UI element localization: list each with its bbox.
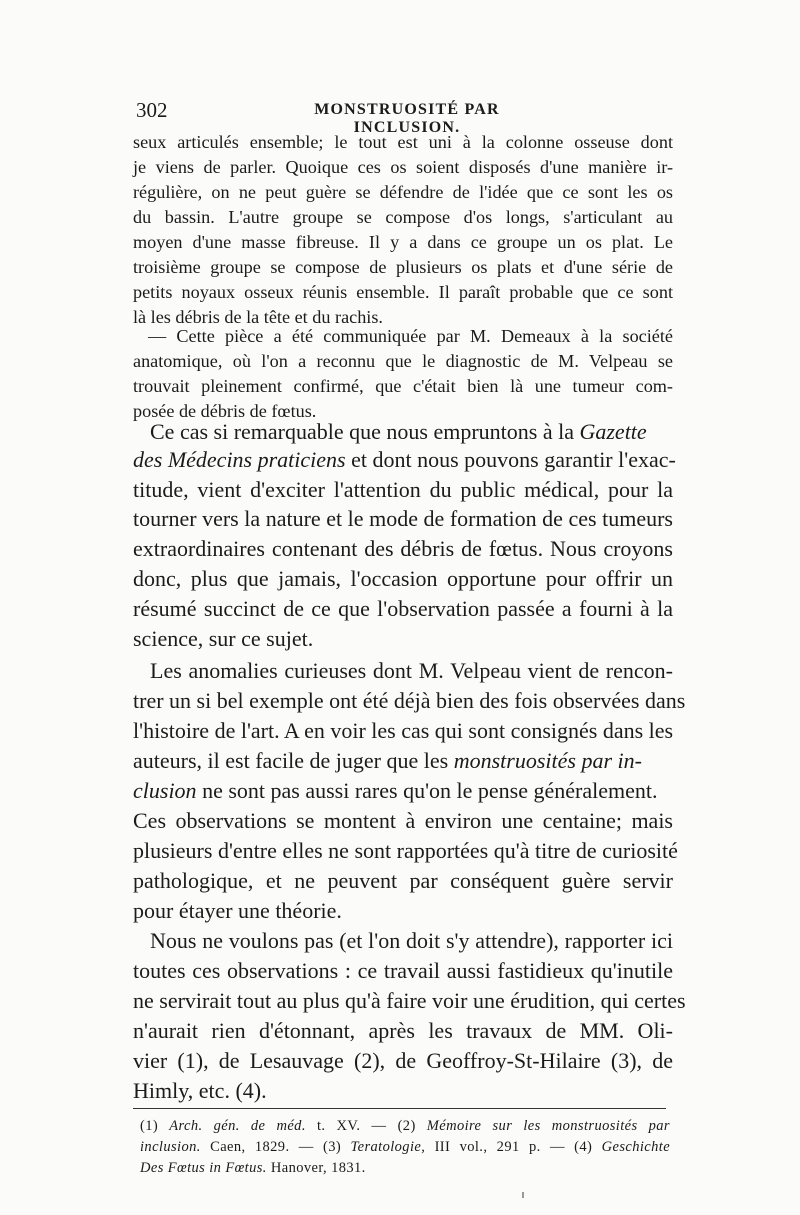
text-segment: et dont nous pouvons garantir l'exac- bbox=[351, 447, 676, 472]
text-line bbox=[133, 447, 676, 472]
running-head: MONSTRUOSITÉ PAR INCLUSION. bbox=[314, 101, 500, 136]
footnote-line bbox=[140, 1137, 670, 1157]
text-line: pathologique, et ne peuvent par conséquent guère servir bbox=[133, 868, 673, 893]
print-speck bbox=[522, 1192, 524, 1198]
text-line: tourner vers la nature et le mode de formation de ces tumeurs bbox=[133, 506, 673, 531]
text-line: l'histoire de l'art. A en voir les cas qui sont consignés dans les bbox=[133, 718, 674, 743]
text-line: du bassin. L'autre groupe se compose d'os longs, s'articulant au bbox=[133, 207, 673, 227]
page-number: 302 bbox=[136, 98, 168, 122]
text-line: toutes ces observations : ce travail aussi fastidieux qu'inutile bbox=[133, 958, 673, 983]
text-line: moyen d'une masse fibreuse. Il y a dans ce groupe un os plat. Le bbox=[133, 232, 673, 252]
text-line: là les débris de la tête et du rachis. bbox=[133, 307, 383, 327]
text-line: donc, plus que jamais, l'occasion opportune pour offrir un bbox=[133, 566, 673, 591]
text-line bbox=[133, 749, 673, 773]
footnote-text: Hanover, 1831. bbox=[270, 1160, 366, 1176]
text-line: n'aurait rien d'étonnant, après les travaux de MM. Oli- bbox=[133, 1018, 673, 1043]
footnote-text: III vol., 291 p. — bbox=[434, 1139, 565, 1155]
italic-term: clusion bbox=[133, 778, 197, 803]
text-line bbox=[150, 420, 673, 444]
text-line: petits noyaux osseux réunis ensemble. Il paraît probable que ce sont bbox=[133, 282, 673, 302]
text-line: trouvait pleinement confirmé, que c'était bien là une tumeur com- bbox=[133, 376, 673, 396]
text-segment: auteurs, il est facile de juger que les bbox=[133, 748, 449, 773]
text-line: Ces observations se montent à environ une centaine; mais bbox=[133, 808, 673, 833]
footnote-text: Caen, 1829. — bbox=[210, 1139, 314, 1155]
text-segment: ne sont pas aussi rares qu'on le pense généralement. bbox=[202, 778, 658, 803]
page-header bbox=[132, 98, 672, 136]
text-line: anatomique, où l'on a reconnu que le diagnostic de M. Velpeau se bbox=[133, 351, 673, 371]
footnote-title: Teratologie, bbox=[350, 1139, 426, 1155]
footnote-line bbox=[140, 1116, 670, 1136]
text-segment: Ce cas si remarquable que nous empruntons à la bbox=[150, 419, 574, 444]
footnote-mark: (3) bbox=[323, 1139, 342, 1155]
text-line: trer un si bel exemple ont été déjà bien des fois observées dans bbox=[133, 688, 686, 713]
text-line: Himly, etc. (4). bbox=[133, 1078, 267, 1103]
italic-title: Gazette bbox=[579, 419, 647, 444]
footnote-title: Des Fœtus in Fœtus. bbox=[140, 1160, 267, 1176]
italic-title: des Médecins praticiens bbox=[133, 447, 346, 472]
footnote-mark: (4) bbox=[574, 1139, 593, 1155]
text-line: science, sur ce sujet. bbox=[133, 626, 314, 651]
text-line: titude, vient d'exciter l'attention du public médical, pour la bbox=[133, 477, 673, 502]
footnote-title: Mémoire sur les monstruosités par bbox=[426, 1118, 670, 1134]
footnote-title: inclusion. bbox=[140, 1139, 201, 1155]
text-line: posée de débris de fœtus. bbox=[133, 401, 317, 421]
text-line: seux articulés ensemble; le tout est uni à la colonne osseuse dont bbox=[133, 132, 673, 152]
footnote-title: Geschichte bbox=[601, 1139, 671, 1155]
text-line: vier (1), de Lesauvage (2), de Geoffroy-St-Hilaire (3), de bbox=[133, 1048, 673, 1073]
footnote-mark: (2) bbox=[397, 1118, 416, 1134]
footnote-title: Arch. gén. de méd. bbox=[169, 1118, 306, 1134]
text-line: je viens de parler. Quoique ces os soient disposés d'une manière ir- bbox=[133, 157, 673, 177]
text-line: régulière, on ne peut guère se défendre de l'idée que ce sont les os bbox=[133, 182, 673, 202]
text-line: plusieurs d'entre elles ne sont rapportées qu'à titre de curiosité bbox=[133, 838, 678, 863]
footnote-line bbox=[140, 1158, 670, 1178]
text-line: troisième groupe se compose de plusieurs os plats et d'une série de bbox=[133, 257, 673, 277]
text-line: résumé succinct de ce que l'observation passée a fourni à la bbox=[133, 596, 673, 621]
text-line: ne servirait tout au plus qu'à faire voir une érudition, qui certes bbox=[133, 988, 686, 1013]
footnote-mark: (1) bbox=[140, 1118, 159, 1134]
text-line: extraordinaires contenant des débris de fœtus. Nous croyons bbox=[133, 536, 673, 561]
italic-term: monstruosités par in- bbox=[453, 748, 642, 773]
text-line bbox=[133, 779, 673, 803]
text-line: — Cette pièce a été communiquée par M. Demeaux à la société bbox=[148, 326, 673, 346]
text-line: Les anomalies curieuses dont M. Velpeau vient de rencon- bbox=[150, 658, 673, 683]
footnote-rule bbox=[133, 1108, 666, 1109]
text-line: pour étayer une théorie. bbox=[133, 898, 342, 923]
footnote-text: t. XV. — bbox=[316, 1118, 387, 1134]
text-line: Nous ne voulons pas (et l'on doit s'y attendre), rapporter ici bbox=[150, 928, 673, 953]
